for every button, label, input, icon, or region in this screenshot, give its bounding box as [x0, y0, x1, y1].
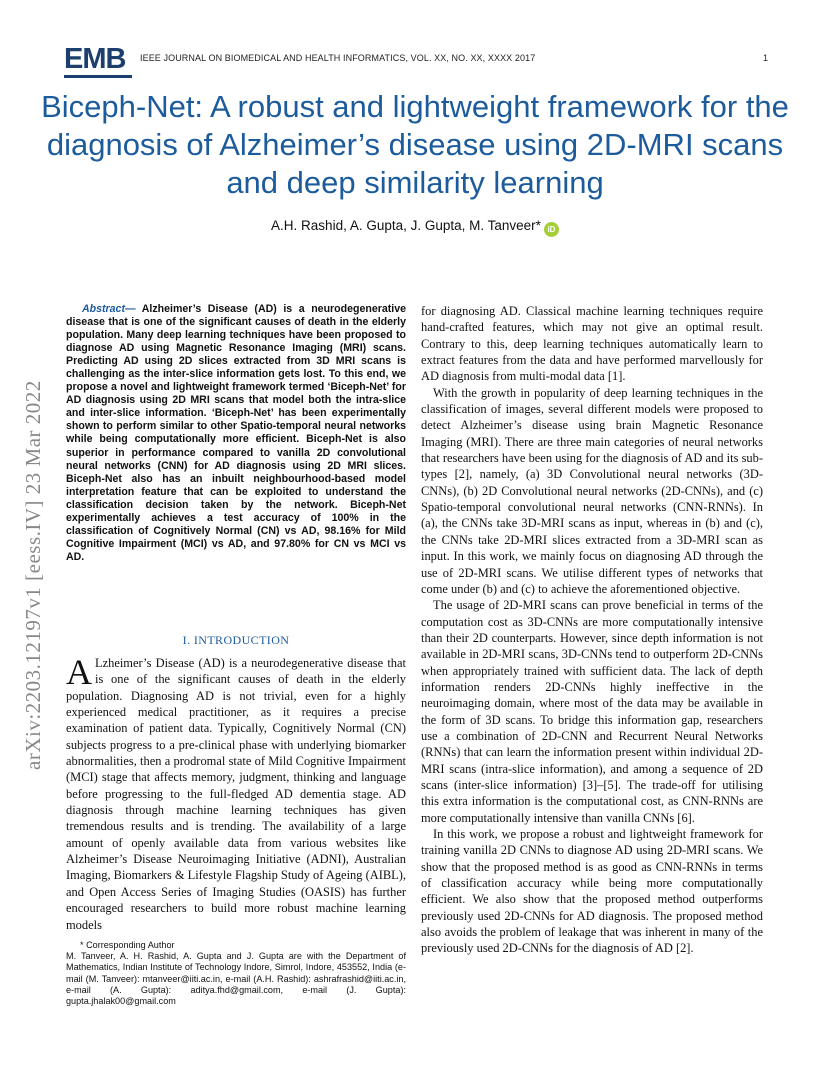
abstract-text: Alzheimer’s Disease (AD) is a neurodegenerative disease that is one of the significant causes of death in the elderly population. Many deep learning techniques have been proposed to diagnose AD using Magnetic Resonance Imaging (MRI) scans. Predicting AD using 2D slices extracted from 3D MRI scans is challenging as the inter-slice information gets lost. To this end, we propose a novel and lightweight framework termed ‘Biceph-Net’ for AD diagnosis using 2D MRI scans that model both the intra-slice and inter-slice information. ‘Biceph-Net’ has been experimentally shown to perform similar to other Spatio-temporal neural networks while being computationally more efficient. Biceph-Net is also superior in performance compared to vanilla 2D convolutional neural networks (CNN) for AD diagnosis using 2D MRI slices. Biceph-Net also has an inbuilt neighbourhood-based model interpretation feature that can be exploited to understand the classification decision taken by the network. Biceph-Net experimentally achieves a test accuracy of 100% in the classification of Cognitively Normal (CN) vs AD, 98.16% for Mild Cognitive Impairment (MCI) vs AD, and 97.80% for CN vs MCI vs AD.: [66, 303, 406, 563]
footnote: [66, 940, 406, 1007]
body-paragraph: for diagnosing AD. Classical machine learning techniques require hand-crafted features, which may not give an optimal result. Contrary to this, deep learning techniques automatically learn to extract features from the data and have performed marvellously for AD diagnosis from multi-modal data [1].: [421, 304, 763, 384]
journal-header: IEEE JOURNAL ON BIOMEDICAL AND HEALTH INFORMATICS, VOL. XX, NO. XX, XXXX 2017: [140, 53, 536, 63]
paper-title: Biceph-Net: A robust and lightweight framework for the diagnosis of Alzheimer’s disease using 2D-MRI scans and deep similarity learning: [41, 89, 789, 200]
orcid-icon[interactable]: iD: [544, 222, 559, 237]
abstract: [66, 303, 406, 564]
section-heading-introduction: I. INTRODUCTION: [182, 633, 290, 647]
authors: A.H. Rashid, A. Gupta, J. Gupta, M. Tanveer*: [271, 218, 541, 233]
arxiv-side-identifier: arXiv:2203.12197v1 [eess.IV] 23 Mar 2022: [21, 380, 45, 770]
body-paragraph: In this work, we propose a robust and lightweight framework for training vanilla 2D CNNs to diagnose AD using 2D-MRI scans. We show that the proposed method is as good as CNN-RNNs in terms of classification accuracy while being more computationally efficient. We also show that the proposed method outperforms previously used 2D-CNNs for AD diagnosis. The proposed method also avoids the problem of leakage that was inherent in many of the previously used 2D-CNNs for the diagnosis of AD [2].: [421, 827, 763, 956]
introduction-text: Lzheimer’s Disease (AD) is a neurodegenerative disease that is one of the significant causes of death in the elderly population. Diagnosing AD is not trivial, even for a highly experienced medical practitioner, as it requires a precise examination of patient data. Typically, Cognitively Normal (CN) subjects progress to a pre-clinical phase with underlying biomarker abnormalities, then a prodromal state of Mild Cognitive Impairment (MCI) stage that affects memory, judgment, thinking and language before progressing to the full-fledged AD dementia stage. AD diagnosis through machine learning techniques has given tremendous results and is trending. The availability of a large amount of openly available data from various websites like Alzheimer’s Disease Neuroimaging Initiative (ADNI), Australian Imaging, Biomarkers & Lifestyle Flagship Study of Ageing (AIBL), and Open Access Series of Imaging Studies (OASIS) has further encouraged researchers to build more robust machine learning models: [66, 656, 406, 932]
abstract-label: Abstract—: [82, 303, 136, 315]
dropcap: A: [66, 652, 92, 692]
body-paragraph: With the growth in popularity of deep learning techniques in the classification of images, several different models were proposed to detect Alzheimer’s disease using brain Magnetic Resonance Imaging (MRI). There are three main categories of neural networks that researchers have been using for the diagnosis of AD and its sub-types [2], namely, (a) 3D Convolutional neural networks (3D-CNNs), (b) 2D Convolutional neural networks (2D-CNNs), and (c) Spatio-temporal convolutional neural networks (CNN-RNNs). In (a), the CNNs take 3D-MRI scans as input, whereas in (b) and (c), the CNNs take 2D-MRI slices extracted from a 3D-MRI scan as input. In this work, we mainly focus on diagnosing AD through the use of 2D-MRI scans. We utilise different types of networks that come under (b) and (c) to achieve the aforementioned objective.: [421, 385, 763, 596]
logo-text: EMB: [64, 43, 126, 75]
affiliation-note: M. Tanveer, A. H. Rashid, A. Gupta and J. Gupta are with the Department of Mathematics, Indian Institute of Technology Indore, Simrol, Indore, 453552, India (e-mail (M. Tanveer): mtanveer@iiti.ac.in, e-mail (A.H. Rashid): ashrafrashid@iiti.ac.in, e-mail (A. Gupta): aditya.fhd@gmail.com, e-mail (J. Gupta): gupta.jhalak00@gmail.com: [66, 951, 406, 1007]
right-column: [421, 303, 763, 957]
logo-underline: [64, 75, 132, 78]
corresponding-author-note: * Corresponding Author: [80, 940, 175, 950]
body-paragraph: The usage of 2D-MRI scans can prove beneficial in terms of the computation cost as 3D-CNNs are more computationally intensive than their 2D counterparts. However, since depth information is not available in 2D-MRI scans, 3D-CNNs tend to outperform 2D-CNNs when appropriately trained with sufficient data. The lack of depth information renders 2D-CNNs highly ineffective in the neuroimaging domain, where most of the data may be available in the form of 3D scans. To bridge this information gap, researchers use a combination of 2D-CNN and Recurrent Neural Networks (RNNs) that can learn the information present within individual 2D-MRI scans (intra-slice information), and among a sequence of 2D scans (inter-slice information) [3]–[5]. The trade-off for utilising this extra information is the computational cost, as CNN-RNNs are more computationally intensive than vanilla CNNs [6].: [421, 598, 763, 825]
introduction-paragraph: [66, 652, 406, 933]
page-number: 1: [763, 53, 769, 63]
emb-logo: [64, 44, 134, 74]
author-line: [40, 218, 790, 237]
